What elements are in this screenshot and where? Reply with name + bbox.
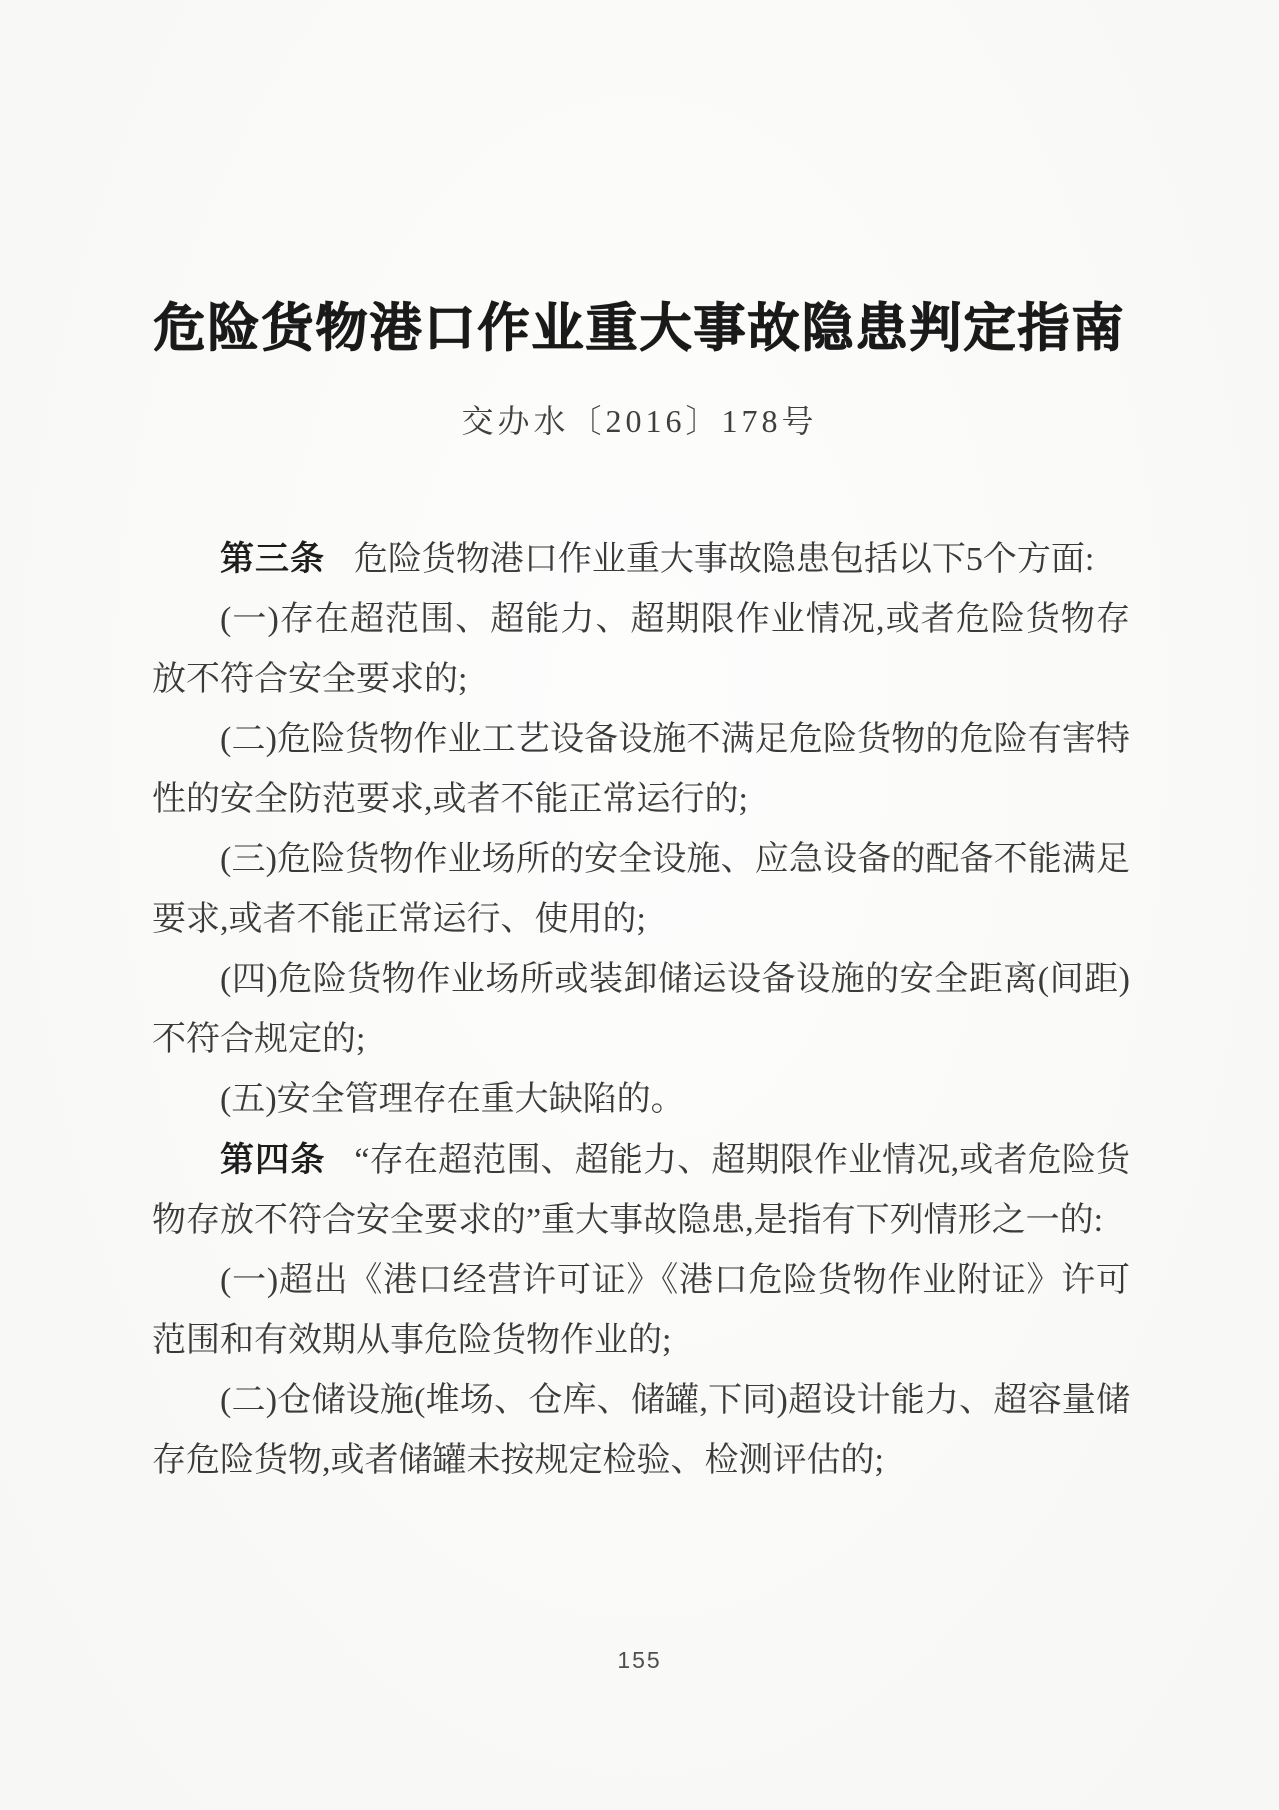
paragraph: (二)危险货物作业工艺设备设施不满足危险货物的危险有害特性的安全防范要求,或者不能正常运行的;: [152, 721, 1130, 818]
paragraph: 第四条 “存在超范围、超能力、超期限作业情况,或者危险货物存放不符合安全要求的”重大事故隐患,是指有下列情形之一的:: [152, 1141, 1131, 1239]
article-label: 第三条: [220, 540, 325, 578]
paragraph: (二)仓储设施(堆场、仓库、储罐,下同)超设计能力、超容量储存危险货物,或者储罐未按规定检验、检测评估的;: [152, 1382, 1130, 1479]
article-label: 第四条: [220, 1141, 326, 1179]
document-number: 交办水〔2016〕178号: [461, 403, 818, 439]
paragraph: (四)危险货物作业场所或装卸储运设备设施的安全距离(间距)不符合规定的;: [152, 961, 1130, 1058]
page-number: 155: [617, 1647, 662, 1673]
paragraph: (一)超出《港口经营许可证》《港口危险货物作业附证》许可范围和有效期从事危险货物作业的;: [152, 1262, 1130, 1359]
document-body: [152, 529, 1130, 1491]
paragraph: 第三条 危险货物港口作业重大事故隐患包括以下5个方面:: [220, 540, 1095, 578]
document-title: 危险货物港口作业重大事故隐患判定指南: [153, 300, 1126, 358]
paragraph: (一)存在超范围、超能力、超期限作业情况,或者危险货物存放不符合安全要求的;: [152, 601, 1130, 698]
paragraph: (三)危险货物作业场所的安全设施、应急设备的配备不能满足要求,或者不能正常运行、使用的;: [152, 841, 1130, 938]
paragraph: (五)安全管理存在重大缺陷的。: [220, 1081, 685, 1118]
